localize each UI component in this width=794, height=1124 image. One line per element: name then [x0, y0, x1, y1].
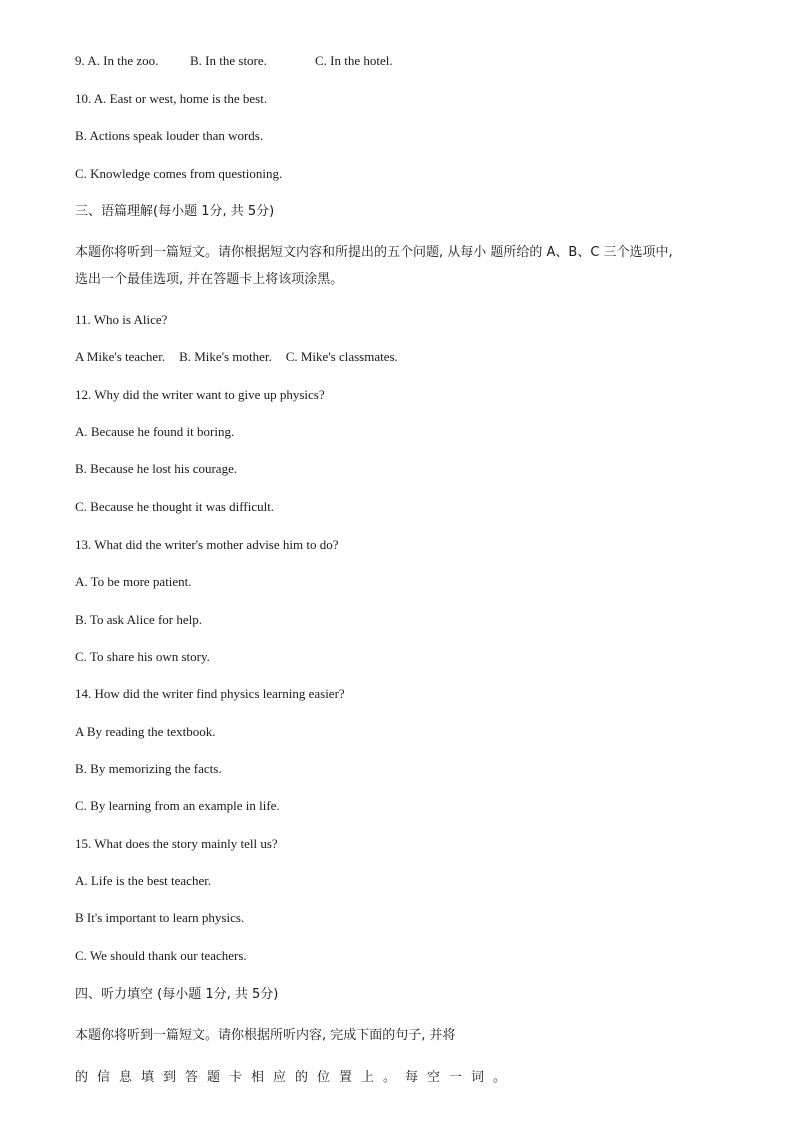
q13-option-b: B. To ask Alice for help.	[75, 612, 203, 627]
q15-option-b: B It's important to learn physics.	[75, 910, 245, 925]
q9-option-a: 9. A. In the zoo.	[75, 53, 159, 68]
section-4-instruction-line-2: 的信息填到答题卡相应的位置上。每空一词。	[75, 1070, 516, 1085]
q10-option-b: B. Actions speak louder than words.	[75, 128, 264, 143]
q13-option-c: C. To share his own story.	[75, 649, 210, 664]
question-14: 14. How did the writer find physics learning easier?	[75, 686, 345, 701]
q12-option-b: B. Because he lost his courage.	[75, 461, 238, 476]
q14-option-b: B. By memorizing the facts.	[75, 761, 222, 776]
question-11: 11. Who is Alice?	[75, 312, 168, 327]
section-4-heading: 四、听力填空 (每小题 1分, 共 5分)	[75, 987, 279, 1002]
q10-option-a: 10. A. East or west, home is the best.	[75, 91, 268, 106]
q11-option-a: A Mike's teacher.	[75, 349, 166, 364]
q13-option-a: A. To be more patient.	[75, 574, 192, 589]
question-9-options	[75, 52, 393, 70]
section-3-instruction-line-2: 选出一个最佳选项, 并在答题卡上将该项涂黑。	[75, 272, 344, 287]
q10-option-c: C. Knowledge comes from questioning.	[75, 166, 283, 181]
q11-option-c: C. Mike's classmates.	[285, 349, 398, 364]
question-11-options	[75, 348, 412, 366]
question-13: 13. What did the writer's mother advise him to do?	[75, 537, 339, 552]
q12-option-a: A. Because he found it boring.	[75, 424, 235, 439]
q14-option-c: C. By learning from an example in life.	[75, 798, 280, 813]
section-3-heading: 三、语篇理解(每小题 1分, 共 5分)	[75, 204, 275, 219]
q11-option-b: B. Mike's mother.	[179, 349, 272, 364]
section-3-instruction-line-1: 本题你将听到一篇短文。请你根据短文内容和所提出的五个问题, 从每小 题所给的 A、B、C 三个选项中,	[75, 245, 673, 260]
section-4-instruction-line-1: 本题你将听到一篇短文。请你根据所听内容, 完成下面的句子, 并将	[75, 1028, 456, 1043]
q9-option-c: C. In the hotel.	[315, 53, 393, 68]
q14-option-a: A By reading the textbook.	[75, 724, 216, 739]
q15-option-a: A. Life is the best teacher.	[75, 873, 212, 888]
q9-option-b: B. In the store.	[190, 53, 267, 68]
q15-option-c: C. We should thank our teachers.	[75, 948, 247, 963]
q12-option-c: C. Because he thought it was difficult.	[75, 499, 275, 514]
question-12: 12. Why did the writer want to give up physics?	[75, 387, 325, 402]
question-15: 15. What does the story mainly tell us?	[75, 836, 278, 851]
